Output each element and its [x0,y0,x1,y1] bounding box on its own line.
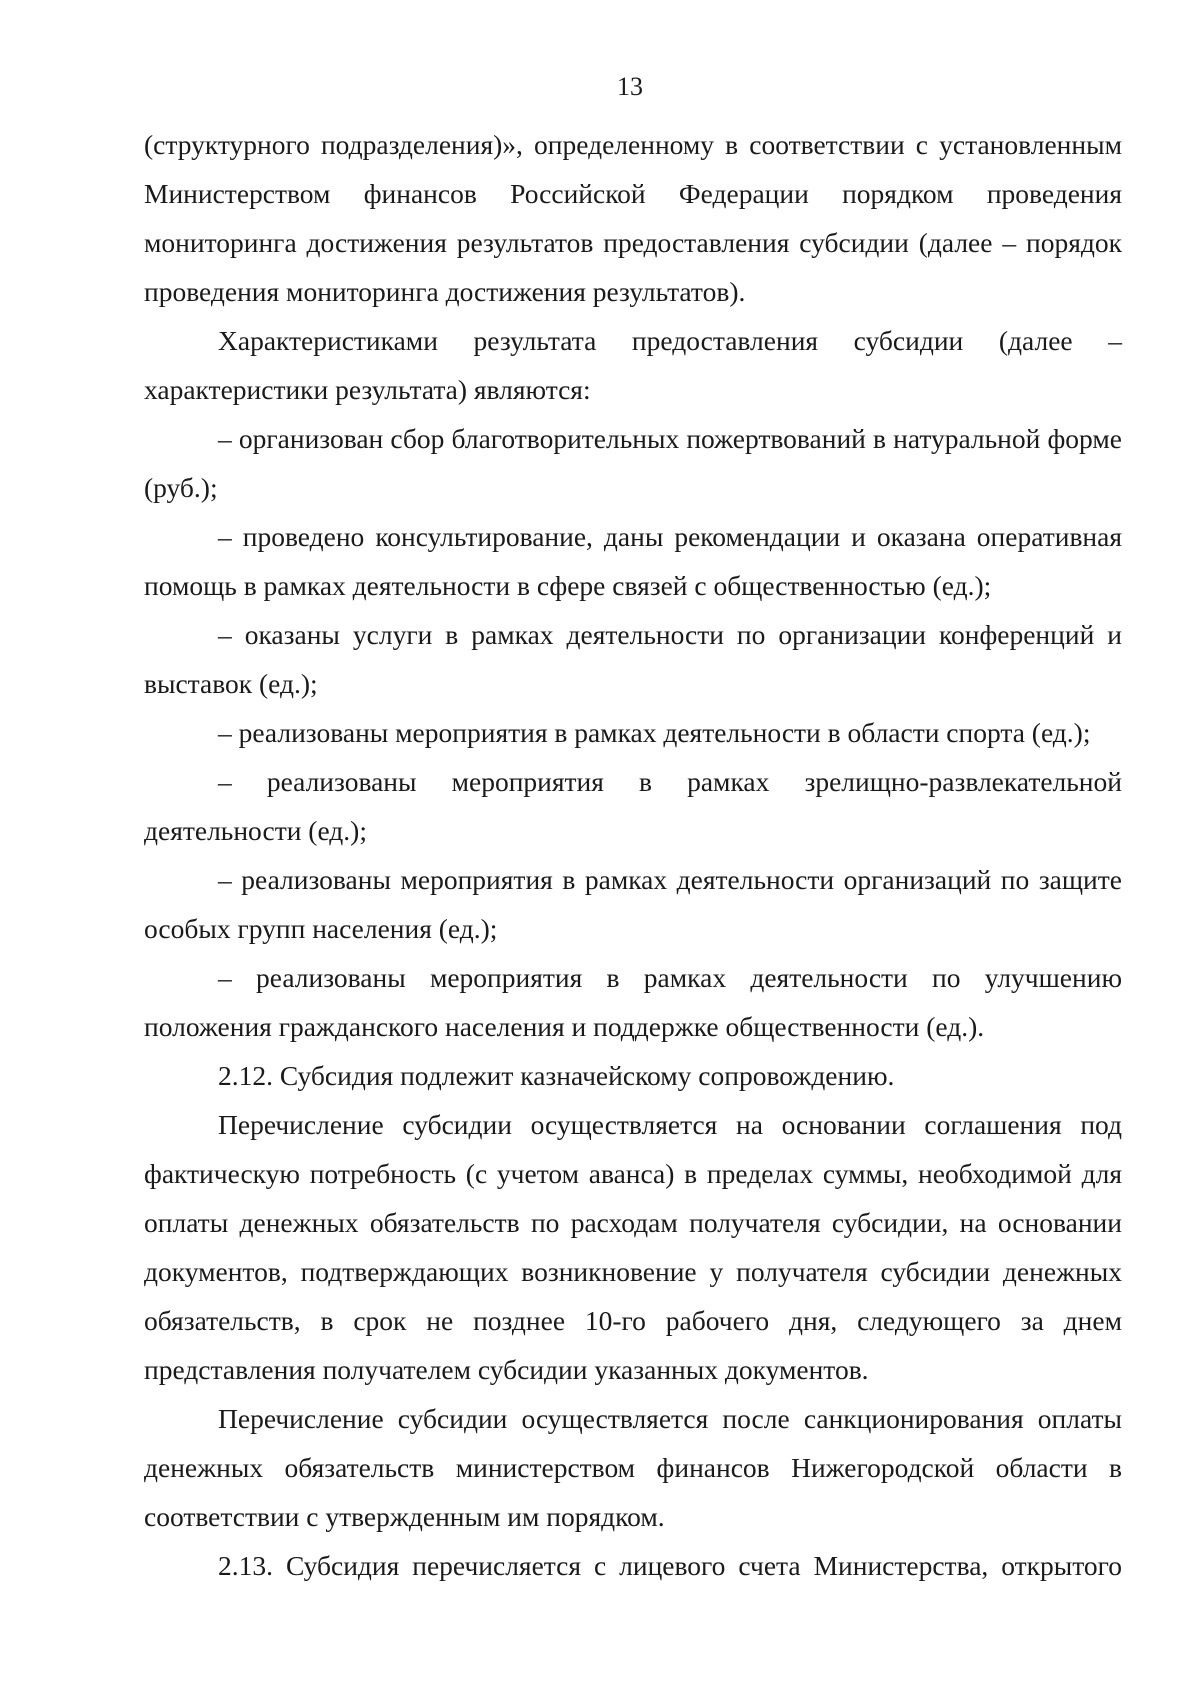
paragraph-transfer-conditions: Перечисление субсидии осуществляется на основании соглашения под фактическую потребность (с учетом аванса) в пределах суммы, необходимой для оплаты денежных обязательств по расходам получателя субсидии, на основании документов, подтверждающих возникновение у получателя субсидии денежных обязательств, в срок не позднее 10-го рабочего дня, следующего за днем представления получателем субсидии указанных документов. [144,1109,1122,1385]
paragraph-transfer-authorization: Перечисление субсидии осуществляется после санкционирования оплаты денежных обязательств министерством финансов Нижегородской области в соответствии с утвержденным им порядком. [144,1403,1122,1532]
paragraph-result-characteristics-intro: Характеристиками результата предоставления субсидии (далее – характеристики результата) являются: [144,325,1122,405]
document-body [144,120,1122,1590]
list-item-civil-population: – реализованы мероприятия в рамках деятельности по улучшению положения гражданского населения и поддержке общественности (ед.). [144,962,1122,1042]
paragraph-2-12-treasury-support: 2.12. Субсидия подлежит казначейскому сопровождению. [218,1060,895,1091]
page-number: 13 [617,72,643,101]
list-item-conferences: – оказаны услуги в рамках деятельности по организации конференций и выставок (ед.); [144,619,1122,699]
paragraph-2-13-account-transfer: 2.13. Субсидия перечисляется с лицевого счета Министерства, открытого [218,1550,1122,1581]
list-item-consulting: – проведено консультирование, даны рекомендации и оказана оперативная помощь в рамках деятельности в сфере связей с общественностью (ед.); [144,521,1122,601]
list-item-entertainment: – реализованы мероприятия в рамках зрелищно-развлекательной деятельности (ед.); [144,766,1122,846]
list-item-donations: – организован сбор благотворительных пожертвований в натуральной форме (руб.); [144,423,1122,503]
list-item-sports: – реализованы мероприятия в рамках деятельности в области спорта (ед.); [218,717,1091,748]
paragraph-monitoring-order: (структурного подразделения)», определенному в соответствии с установленным Министерством финансов Российской Федерации порядком проведения мониторинга достижения результатов предоставления субсидии (далее – порядок проведения мониторинга достижения результатов). [144,129,1122,307]
list-item-special-groups: – реализованы мероприятия в рамках деятельности организаций по защите особых групп населения (ед.); [144,864,1122,944]
